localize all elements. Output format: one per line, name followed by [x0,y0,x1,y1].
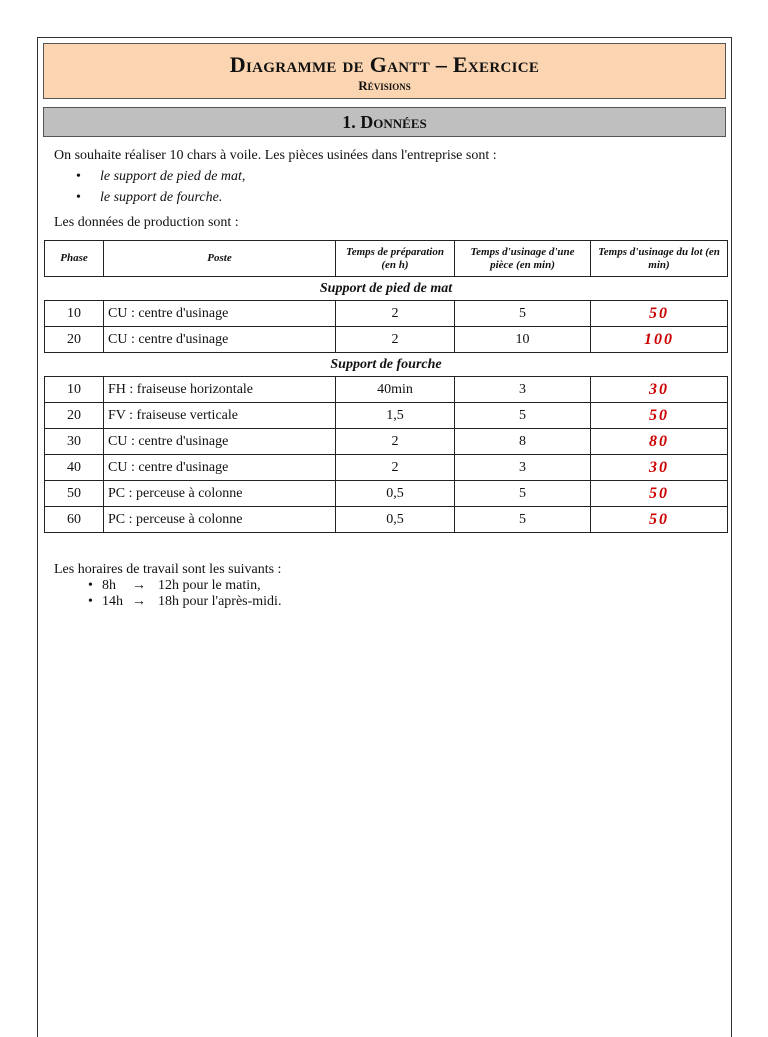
arrow-right-icon: → [132,594,146,609]
cell-phase: 20 [45,327,104,353]
cell-lot: 50 [591,301,728,327]
cell-poste: CU : centre d'usinage [104,455,336,481]
production-intro: Les données de production sont : [54,215,239,230]
cell-phase: 10 [45,377,104,403]
list-item: • le support de fourche. [76,187,245,208]
table-row [45,377,728,403]
cell-poste: PC : perceuse à colonne [104,481,336,507]
cell-piece: 3 [455,455,591,481]
document-title: Diagramme de Gantt – Exercice [229,52,540,77]
header-phase: Phase [45,241,104,277]
cell-phase: 40 [45,455,104,481]
cell-poste: CU : centre d'usinage [104,301,336,327]
cell-poste: CU : centre d'usinage [104,327,336,353]
cell-lot: 80 [591,429,728,455]
header-temps-usinage-lot: Temps d'usinage du lot (en min) [591,241,728,277]
cell-lot: 50 [591,481,728,507]
cell-piece: 5 [455,481,591,507]
start-time: 14h [102,594,123,609]
end-time: 12h pour le matin, [158,578,261,593]
table-row [45,507,728,533]
cell-poste: PC : perceuse à colonne [104,507,336,533]
cell-poste: FV : fraiseuse verticale [104,403,336,429]
cell-prep: 0,5 [336,507,455,533]
cell-prep: 2 [336,455,455,481]
group-row [45,277,728,301]
cell-piece: 5 [455,403,591,429]
header-temps-preparation: Temps de préparation (en h) [336,241,455,277]
horaires-list [54,578,281,610]
cell-phase: 50 [45,481,104,507]
list-item: • le support de pied de mat, [76,166,245,187]
cell-prep: 2 [336,301,455,327]
cell-phase: 60 [45,507,104,533]
cell-prep: 2 [336,429,455,455]
production-table [44,240,728,533]
cell-phase: 30 [45,429,104,455]
bullet-icon: • [88,578,93,593]
group-name: Support de pied de mat [45,277,728,301]
group-name: Support de fourche [45,353,728,377]
bullet-icon: • [76,190,81,205]
table-row [45,455,728,481]
list-item [88,594,281,610]
end-time: 18h pour l'après-midi. [158,594,282,609]
cell-prep: 0,5 [336,481,455,507]
cell-lot: 30 [591,455,728,481]
table-row [45,403,728,429]
cell-prep: 1,5 [336,403,455,429]
header-poste: Poste [104,241,336,277]
cell-lot: 50 [591,507,728,533]
cell-piece: 10 [455,327,591,353]
bullet-icon: • [88,594,93,609]
cell-lot: 30 [591,377,728,403]
intro-paragraph: On souhaite réaliser 10 chars à voile. Les pièces usinées dans l'entreprise sont : [54,148,497,163]
horaires-intro: Les horaires de travail sont les suivants : [54,562,282,577]
table-header-row [45,241,728,277]
cell-piece: 5 [455,507,591,533]
table-row [45,481,728,507]
cell-poste: CU : centre d'usinage [104,429,336,455]
cell-poste: FH : fraiseuse horizontale [104,377,336,403]
horaires-section [54,562,281,610]
bullet-icon: • [76,169,81,184]
cell-lot: 50 [591,403,728,429]
list-item [88,578,281,594]
section-heading: 1. Données [43,107,726,137]
cell-prep: 40min [336,377,455,403]
cell-piece: 8 [455,429,591,455]
table-row [45,429,728,455]
cell-piece: 3 [455,377,591,403]
cell-prep: 2 [336,327,455,353]
document-subtitle: Révisions [358,78,411,93]
start-time: 8h [102,578,116,593]
arrow-right-icon: → [132,578,146,593]
group-row [45,353,728,377]
table-row [45,327,728,353]
document-page [37,37,732,1037]
table-row [45,301,728,327]
title-banner [43,43,726,99]
cell-lot: 100 [591,327,728,353]
cell-piece: 5 [455,301,591,327]
pieces-list [76,166,245,208]
header-temps-usinage-piece: Temps d'usinage d'une pièce (en min) [455,241,591,277]
cell-phase: 20 [45,403,104,429]
cell-phase: 10 [45,301,104,327]
